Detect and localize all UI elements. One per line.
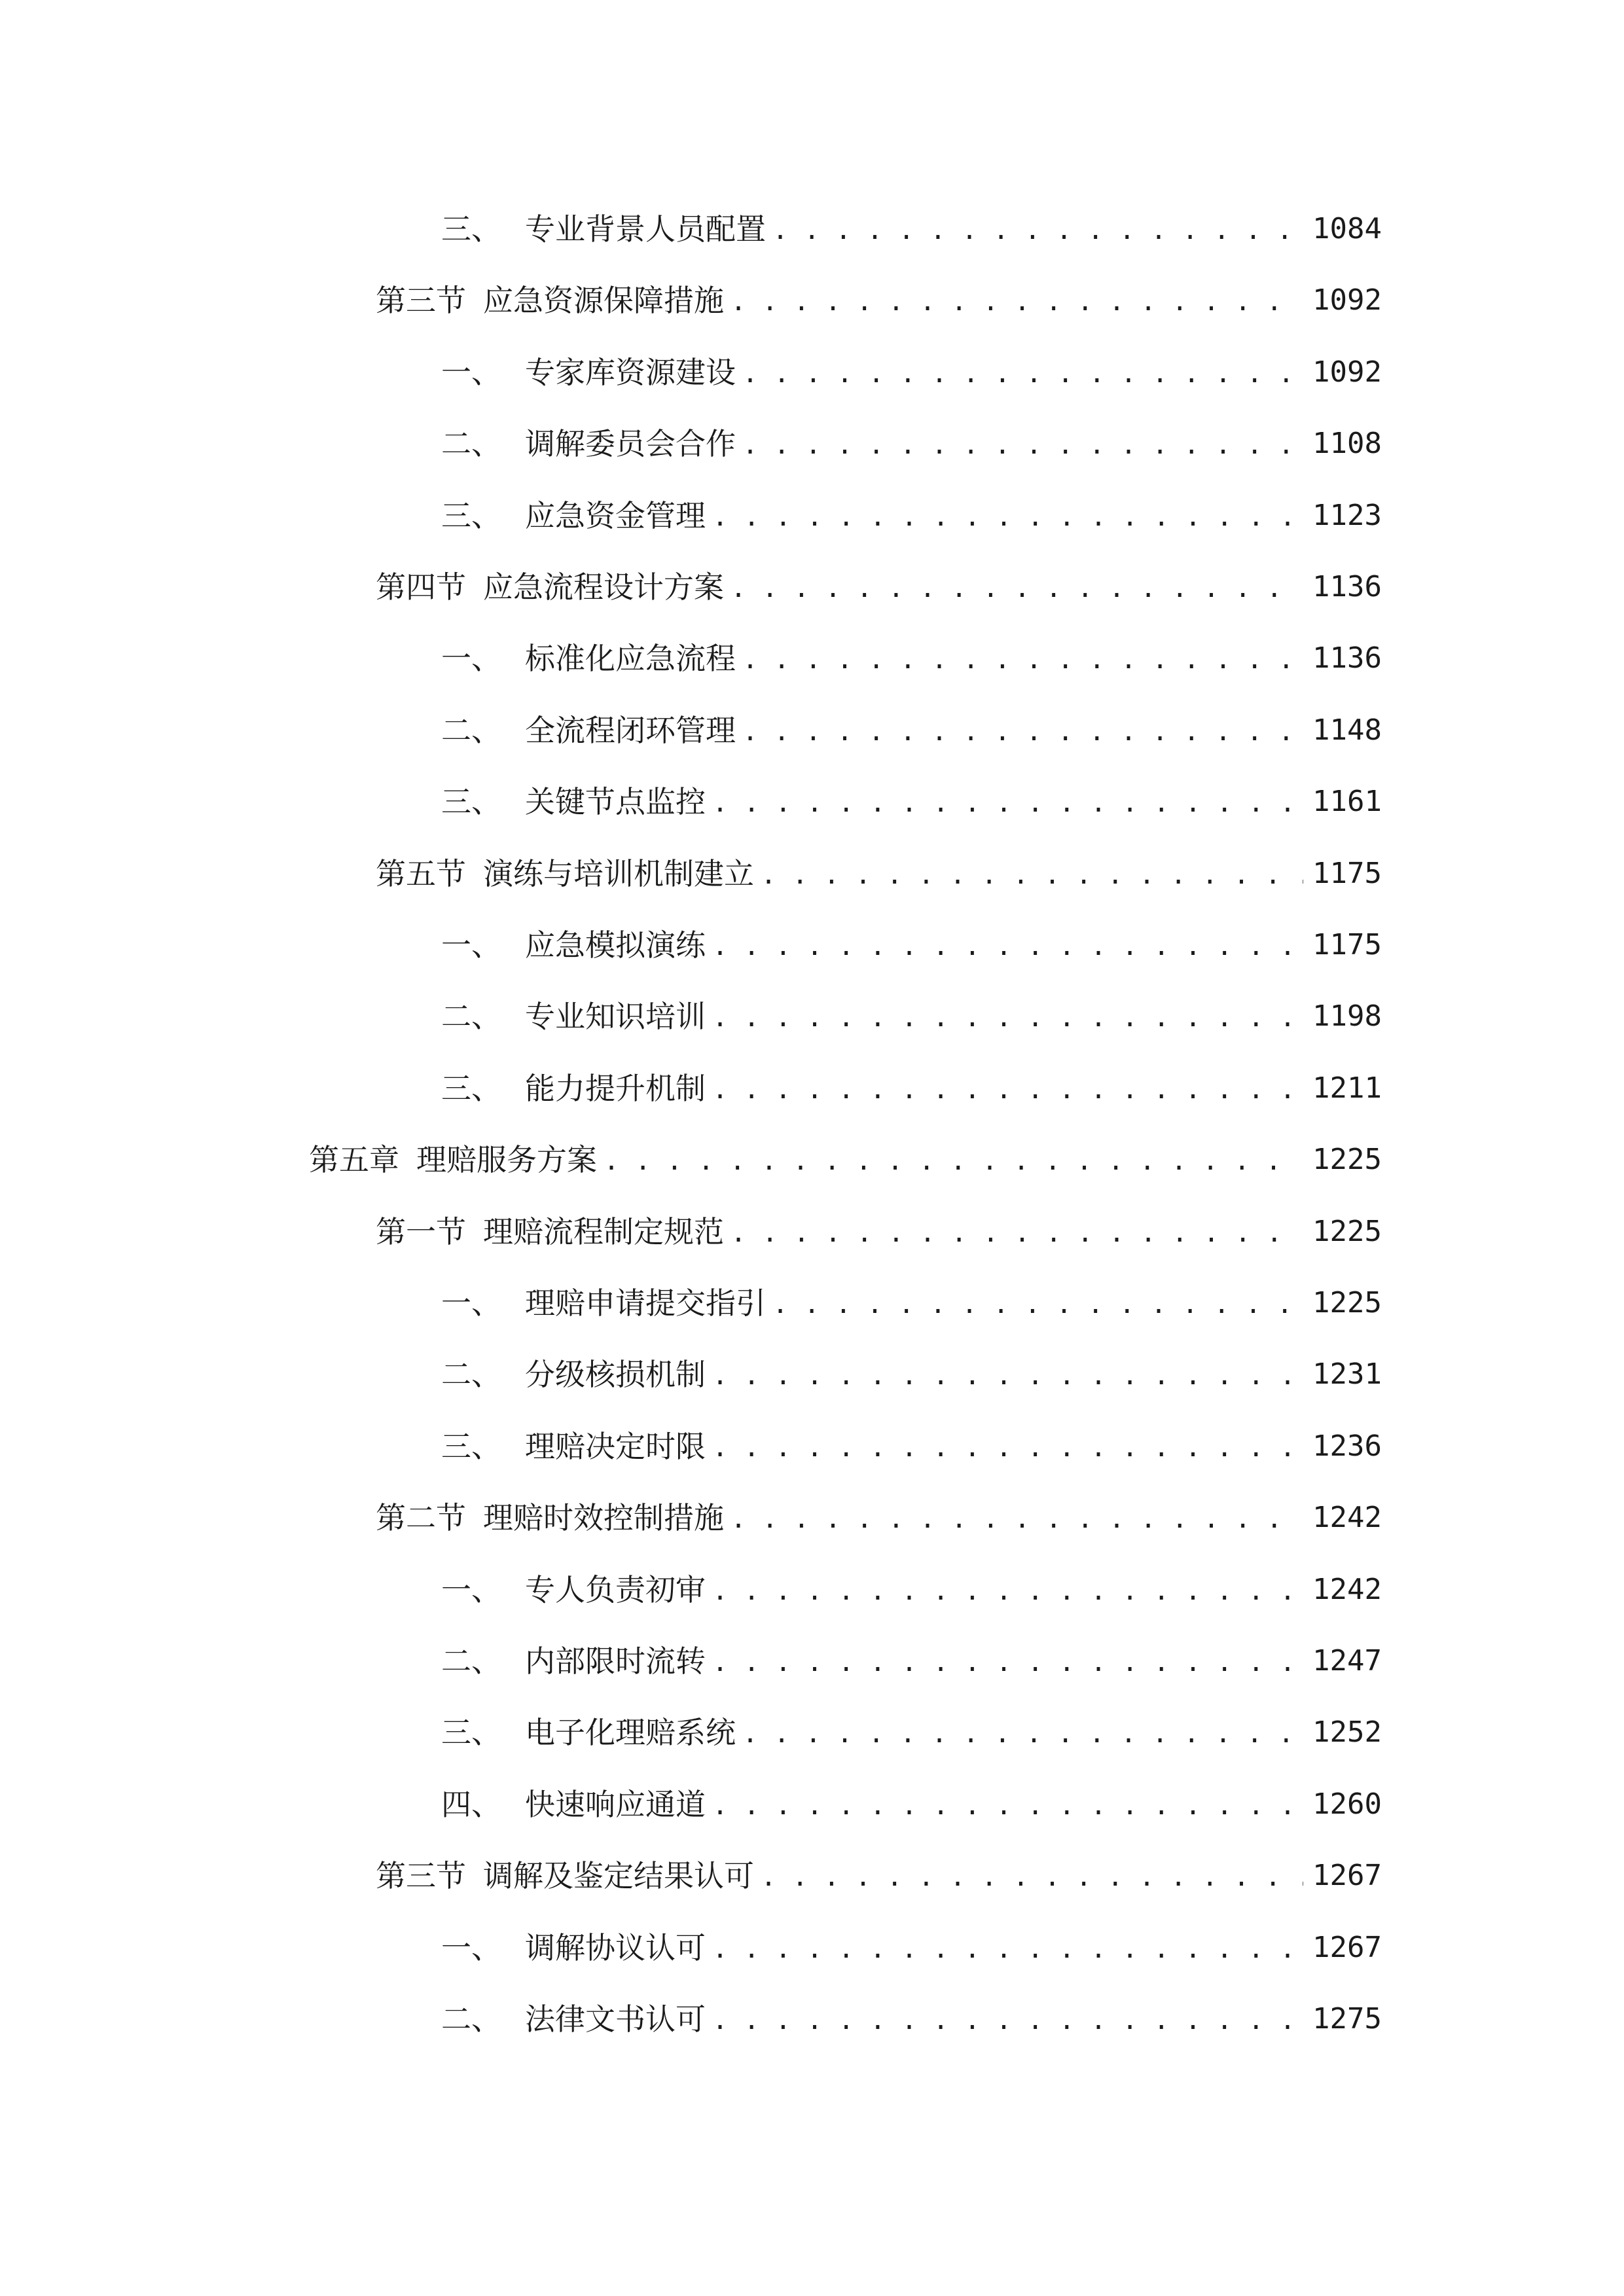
toc-entry-number: 第三节	[376, 283, 466, 319]
toc-entry-page-number: 1161	[1312, 785, 1382, 819]
toc-entry-number: 三、	[441, 497, 501, 533]
toc-entry-title: 全流程闭环管理	[525, 712, 736, 748]
toc-dot-leader	[712, 1348, 1303, 1401]
toc-entry-page-number: 1108	[1312, 427, 1382, 461]
toc-entry-title: 专人负责初审	[525, 1571, 706, 1607]
toc-entry-page-number: 1225	[1312, 1143, 1382, 1177]
toc-entry-number: 一、	[441, 354, 501, 390]
toc-entry-title: 快速响应通道	[525, 1786, 706, 1822]
toc-entry-title: 理赔流程制定规范	[483, 1213, 724, 1249]
toc-dot-leader	[772, 1277, 1303, 1329]
toc-entry-title: 法律文书认可	[525, 2001, 706, 2037]
toc-entry-title: 调解协议认可	[525, 1929, 706, 1965]
toc-entry[interactable]	[441, 1420, 1382, 1473]
toc-entry[interactable]	[376, 848, 1382, 900]
toc-entry[interactable]	[376, 561, 1382, 613]
toc-entry[interactable]	[309, 1134, 1382, 1186]
toc-entry-page-number: 1260	[1312, 1787, 1382, 1821]
toc-entry-number: 二、	[441, 1357, 501, 1393]
toc-entry-number: 三、	[441, 1715, 501, 1751]
toc-dot-leader	[712, 1778, 1303, 1831]
toc-entry-page-number: 1242	[1312, 1572, 1382, 1606]
toc-entry-title: 电子化理赔系统	[525, 1715, 736, 1751]
toc-entry[interactable]	[376, 274, 1382, 327]
toc-entry-title: 应急模拟演练	[525, 927, 706, 963]
toc-dot-leader	[712, 1922, 1303, 1974]
toc-entry-title: 调解委员会合作	[525, 426, 736, 462]
toc-entry-number: 三、	[441, 1428, 501, 1464]
toc-entry-title: 调解及鉴定结果认可	[483, 1858, 754, 1894]
toc-entry[interactable]	[441, 203, 1382, 255]
toc-dot-leader	[712, 490, 1303, 542]
toc-dot-leader	[761, 848, 1303, 900]
toc-entry-page-number: 1267	[1312, 1930, 1382, 1964]
toc-entry[interactable]	[441, 418, 1382, 470]
toc-dot-leader	[742, 418, 1303, 470]
toc-entry[interactable]	[376, 1850, 1382, 1902]
toc-entry-number: 一、	[441, 1571, 501, 1607]
toc-entry[interactable]	[441, 1706, 1382, 1759]
toc-entry-page-number: 1247	[1312, 1644, 1382, 1677]
toc-entry-page-number: 1084	[1312, 212, 1382, 245]
toc-dot-leader	[712, 1635, 1303, 1687]
toc-dot-leader	[742, 346, 1303, 399]
toc-entry-number: 二、	[441, 712, 501, 748]
toc-entry-number: 第一节	[376, 1213, 466, 1249]
toc-entry[interactable]	[441, 1922, 1382, 1974]
toc-entry-page-number: 1175	[1312, 928, 1382, 961]
toc-dot-leader	[731, 274, 1303, 327]
toc-entry-title: 专家库资源建设	[525, 354, 736, 390]
toc-entry-title: 专业知识培训	[525, 999, 706, 1035]
toc-entry-title: 理赔服务方案	[416, 1142, 597, 1178]
toc-entry-page-number: 1275	[1312, 2002, 1382, 2036]
toc-entry-number: 一、	[441, 1285, 501, 1321]
toc-entry[interactable]	[441, 1564, 1382, 1616]
toc-dot-leader	[604, 1134, 1303, 1186]
toc-entry[interactable]	[441, 1778, 1382, 1831]
toc-entry-page-number: 1236	[1312, 1429, 1382, 1463]
toc-entry[interactable]	[441, 490, 1382, 542]
toc-entry-number: 二、	[441, 1643, 501, 1679]
toc-entry-title: 理赔时效控制措施	[483, 1500, 724, 1536]
toc-dot-leader	[772, 203, 1303, 255]
toc-entry-title: 专业背景人员配置	[525, 211, 766, 247]
toc-entry-page-number: 1198	[1312, 999, 1382, 1033]
toc-entry-page-number: 1123	[1312, 498, 1382, 532]
toc-entry-page-number: 1211	[1312, 1071, 1382, 1105]
toc-entry-number: 一、	[441, 641, 501, 677]
toc-entry-page-number: 1175	[1312, 856, 1382, 890]
toc-entry-number: 二、	[441, 2001, 501, 2037]
toc-entry-title: 能力提升机制	[525, 1070, 706, 1106]
toc-entry-number: 第五节	[376, 855, 466, 891]
toc-entry-page-number: 1136	[1312, 641, 1382, 675]
toc-entry-title: 标准化应急流程	[525, 641, 736, 677]
toc-entry[interactable]	[441, 1635, 1382, 1687]
toc-entry[interactable]	[376, 1492, 1382, 1544]
toc-entry-title: 应急资源保障措施	[483, 283, 724, 319]
toc-entry-number: 二、	[441, 426, 501, 462]
toc-entry[interactable]	[441, 346, 1382, 399]
toc-entry-number: 四、	[441, 1786, 501, 1822]
toc-dot-leader	[742, 1706, 1303, 1759]
toc-entry-number: 一、	[441, 927, 501, 963]
toc-dot-leader	[712, 1062, 1303, 1115]
toc-entry-number: 一、	[441, 1929, 501, 1965]
toc-entry[interactable]	[441, 776, 1382, 828]
toc-entry-number: 三、	[441, 211, 501, 247]
toc-entry-page-number: 1252	[1312, 1715, 1382, 1749]
toc-entry-page-number: 1231	[1312, 1357, 1382, 1391]
toc-entry-number: 第四节	[376, 569, 466, 605]
toc-entry-page-number: 1242	[1312, 1501, 1382, 1535]
toc-entry-page-number: 1092	[1312, 283, 1382, 317]
toc-dot-leader	[712, 1993, 1303, 2045]
toc-dot-leader	[731, 1492, 1303, 1544]
toc-entry-number: 第二节	[376, 1500, 466, 1536]
toc-entry-page-number: 1225	[1312, 1286, 1382, 1319]
toc-dot-leader	[761, 1850, 1303, 1902]
toc-entry-title: 演练与培训机制建立	[483, 855, 754, 891]
toc-entry[interactable]	[441, 632, 1382, 685]
toc-dot-leader	[712, 1564, 1303, 1616]
toc-entry[interactable]	[441, 704, 1382, 757]
toc-entry-page-number: 1092	[1312, 355, 1382, 389]
toc-dot-leader	[712, 919, 1303, 971]
toc-entry-number: 第三节	[376, 1858, 466, 1894]
toc-entry-title: 理赔申请提交指引	[525, 1285, 766, 1321]
toc-dot-leader	[742, 704, 1303, 757]
toc-dot-leader	[712, 990, 1303, 1043]
toc-entry-page-number: 1267	[1312, 1859, 1382, 1893]
toc-dot-leader	[731, 1206, 1303, 1258]
toc-entry-title: 关键节点监控	[525, 784, 706, 820]
toc-entry[interactable]	[441, 990, 1382, 1043]
toc-entry[interactable]	[441, 1277, 1382, 1329]
toc-entry-title: 应急资金管理	[525, 497, 706, 533]
toc-dot-leader	[712, 776, 1303, 828]
toc-entry-title: 应急流程设计方案	[483, 569, 724, 605]
toc-entry[interactable]	[441, 919, 1382, 971]
toc-entry[interactable]	[441, 1062, 1382, 1115]
toc-entry-page-number: 1136	[1312, 570, 1382, 603]
toc-entry-number: 三、	[441, 1070, 501, 1106]
toc-dot-leader	[742, 632, 1303, 685]
toc-dot-leader	[731, 561, 1303, 613]
toc-entry-page-number: 1225	[1312, 1214, 1382, 1248]
toc-entry-page-number: 1148	[1312, 713, 1382, 747]
toc-entry-number: 二、	[441, 999, 501, 1035]
toc-entry-title: 理赔决定时限	[525, 1428, 706, 1464]
toc-entry-title: 内部限时流转	[525, 1643, 706, 1679]
toc-entry[interactable]	[441, 1993, 1382, 2045]
toc-entry-number: 第五章	[309, 1142, 399, 1178]
toc-entry-title: 分级核损机制	[525, 1357, 706, 1393]
toc-entry-number: 三、	[441, 784, 501, 820]
toc-entry[interactable]	[376, 1206, 1382, 1258]
toc-dot-leader	[712, 1420, 1303, 1473]
toc-entry[interactable]	[441, 1348, 1382, 1401]
